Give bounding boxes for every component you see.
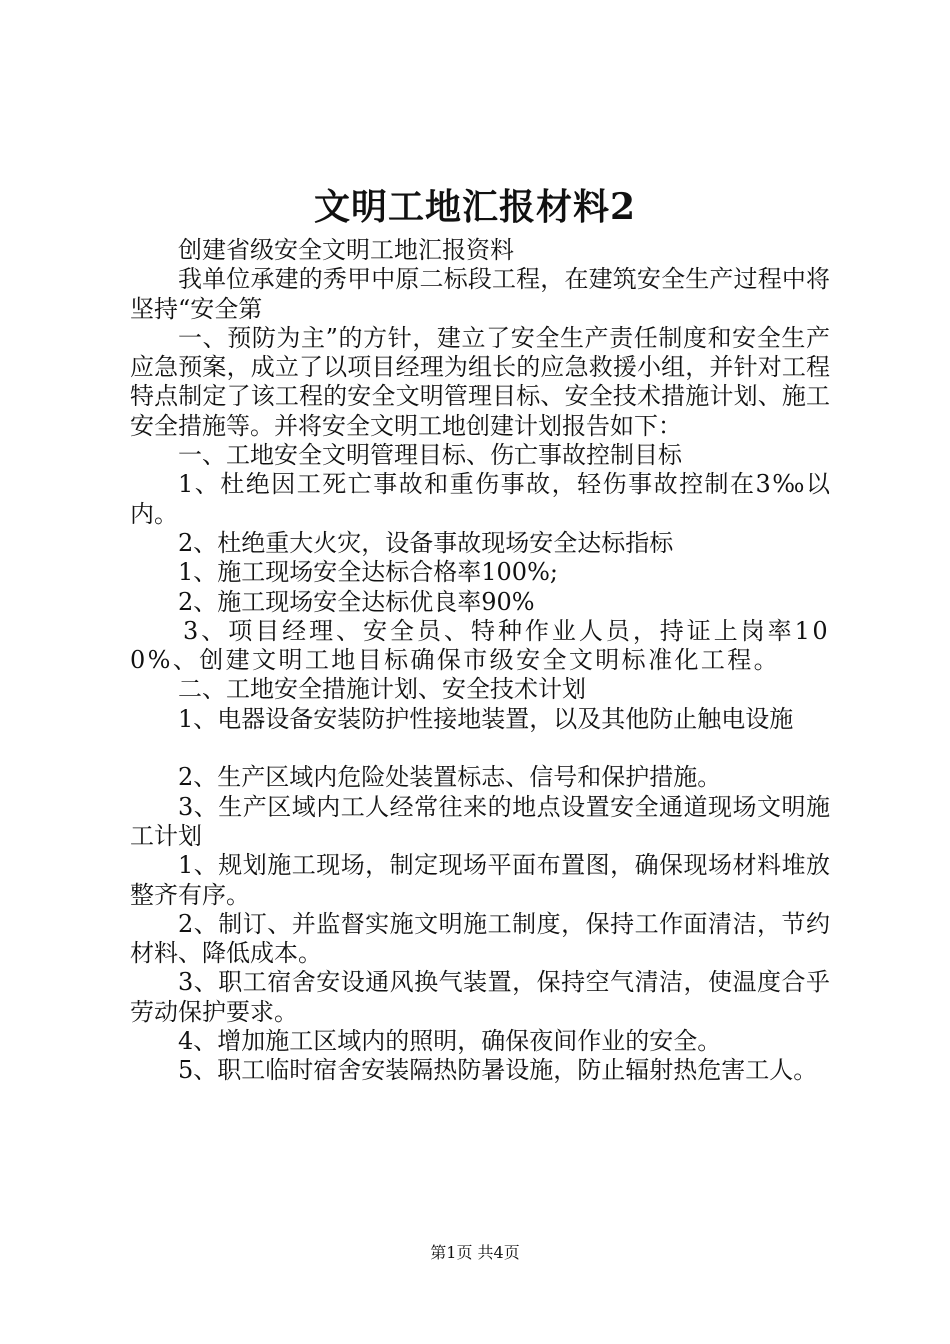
paragraph: 3、职工宿舍安设通风换气装置，保持空气清洁，使温度合乎劳动保护要求。 — [130, 968, 830, 1026]
paragraph: 二、工地安全措施计划、安全技术计划 — [178, 675, 586, 704]
paragraph: 2、生产区域内危险处装置标志、信号和保护措施。 — [178, 763, 722, 792]
paragraph: 1、杜绝因工死亡事故和重伤事故，轻伤事故控制在3‰以内。 — [130, 470, 830, 528]
document-title: 文明工地汇报材料2 — [313, 186, 637, 228]
paragraph: 2、施工现场安全达标优良率90% — [178, 587, 535, 616]
paragraph: 3、项目经理、安全员、特种作业人员，持证上岗率100%、创建文明工地目标确保市级安全文明标准化工程。 — [130, 616, 830, 675]
paragraph: 5、职工临时宿舍安装隔热防暑设施，防止辐射热危害工人。 — [178, 1056, 818, 1085]
paragraph: 一、预防为主”的方针，建立了安全生产责任制度和安全生产应急预案，成立了以项目经理为组长的应急救援小组，并针对工程特点制定了该工程的安全文明管理目标、安全技术措施计划、施工安全措施等。并将安全文明工地创建计划报告如下： — [130, 323, 830, 440]
paragraph: 我单位承建的秀甲中原二标段工程，在建筑安全生产过程中将坚持“安全第 — [130, 265, 830, 323]
document-body — [130, 236, 830, 1086]
paragraph: 4、增加施工区域内的照明，确保夜间作业的安全。 — [178, 1027, 722, 1056]
page-number: 第1页 共4页 — [430, 1243, 520, 1262]
paragraph: 2、杜绝重大火灾，设备事故现场安全达标指标 — [178, 528, 674, 557]
paragraph: 一、工地安全文明管理目标、伤亡事故控制目标 — [178, 441, 682, 470]
paragraph: 1、电器设备安装防护性接地装置，以及其他防止触电设施 — [178, 704, 794, 733]
paragraph: 创建省级安全文明工地汇报资料 — [178, 236, 514, 264]
paragraph: 3、生产区域内工人经常往来的地点设置安全通道现场文明施工计划 — [130, 792, 830, 850]
paragraph: 2、制订、并监督实施文明施工制度，保持工作面清洁，节约材料、降低成本。 — [130, 909, 830, 968]
paragraph: 1、施工现场安全达标合格率100%; — [178, 558, 558, 587]
paragraph: 1、规划施工现场，制定现场平面布置图，确保现场材料堆放整齐有序。 — [130, 851, 830, 909]
